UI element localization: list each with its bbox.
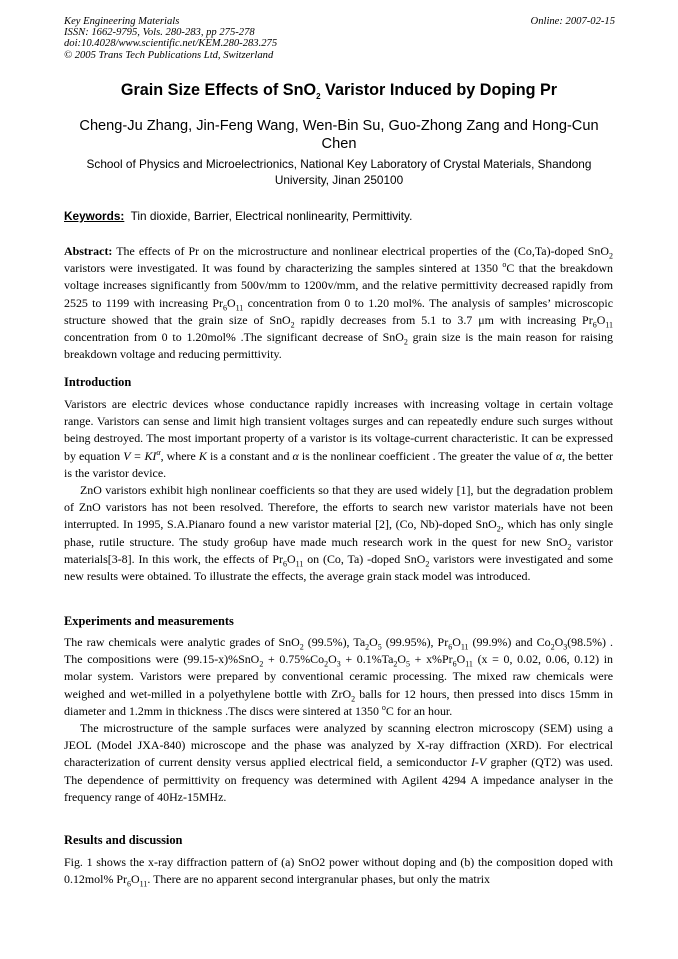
abstract-label: Abstract: (64, 244, 113, 258)
affiliation: School of Physics and Microelectrionics, National Key Laboratory of Crystal Materials, Shandong University, Jinan 250100 (86, 157, 592, 187)
section-heading-results: Results and discussion (64, 833, 183, 847)
keywords-label: Keywords: (64, 209, 125, 223)
intro-paragraph-2: ZnO varistors exhibit high nonlinear coefficients so that they are used widely [1], but the degradation problem of ZnO varistors has not been resolved. Therefore, the efforts to search new varistor materials have not been interrupted. In 1995, S.A.Pianaro found a new varistor material [2], (Co, Nb)-doped SnO$_2$, which has only single phase, rutile structure. The study gro6up have made much research work in the quest for new SnO$_2$ varistor materials[3-8]. In this work, the effects of $Pr_6O_{11}$ on (Co, Ta) -doped SnO$_2$ varistors were investigated and some new results were obtained. To illustrate the effects, the average grain stack model was introduced. (64, 483, 614, 584)
results-body (64, 854, 613, 888)
doi-line: doi:10.4028/www.scientific.net/KEM.280-283.275 (64, 38, 278, 50)
issn-line: ISSN: 1662-9795, Vols. 280-283, pp 275-278 (64, 27, 255, 39)
copyright-line: © 2005 Trans Tech Publications Ltd, Switzerland (64, 49, 274, 61)
exp-paragraph-1: The raw chemicals were analytic grades of SnO$_2$ (99.5%), $Ta_2O_5$ (99.95%), $Pr_6O_{11}$ (99.9%) and $Co_2O_3(98.5\%)$ . The compositions were $(99.15-x)\%SnO_2 + 0.75\%Co_2O_3 + 0.1\%Ta_2O_5 + x\%Pr_6O_{11}$ (x = 0, 0.02, 0.06, 0.12) in molar system. Varistors were prepared by conventional ceramic processing. The mixed raw chemicals were weighed and wet-milled in a polyethylene bottle with ZrO$_2$ balls for 12 hours, then pressed into discs 15mm in diameter and 1.2mm in thickness .The discs were sintered at 1350 $^o$C for an hour. (64, 635, 614, 718)
intro-paragraph-1: Varistors are electric devices whose conductance rapidly increases with increasing voltage in certain voltage range. Varistors can sense and limit high transient voltages surges and can repeatedly endure such surges without being destroyed. The most important property of a varistor is its voltage-current characteristic. It can be expressed by equation $V = KI^\alpha$, where K is a constant and α is the nonlinear coefficient . The greater the value of α, the better is the varistor device. (64, 397, 614, 480)
section-heading-experiments: Experiments and measurements (64, 614, 234, 628)
keywords-text: Tin dioxide, Barrier, Electrical nonlinearity, Permittivity. (130, 209, 413, 223)
journal-header (64, 16, 615, 61)
paper-title: Grain Size Effects of SnO$_2$ Varistor Induced by Doping Pr (120, 81, 558, 102)
journal-name: Key Engineering Materials (64, 16, 180, 27)
section-heading-introduction: Introduction (64, 375, 132, 389)
author-list: Cheng-Ju Zhang, Jin-Feng Wang, Wen-Bin Su, Guo-Zhong Zang and Hong-Cun Chen (79, 118, 599, 152)
abstract: Abstract: The effects of Pr on the microstructure and nonlinear electrical properties of the (Co,Ta)-doped SnO$_2$ varistors were investigated. It was found by characterizing the samples sintered at 1350 $^o$C that the breakdown voltage increases significantly from 500v/mm to 1200v/mm, and the relative permittivity decreased rapidly from 2525 to 1199 with increasing $Pr_6O_{11}$ concentration from 0 to 1.20 mol%. The analysis of samples’ microscopic structure showed that the grain size of SnO$_2$ rapidly decreases from 5.1 to 3.7 μm with increasing $Pr_6O_{11}$ concentration from 0 to 1.20mol% .The significant decrease of SnO$_2$ grain size is the main reason for raising breakdown voltage and reducing permittivity. (64, 244, 614, 362)
online-date: Online: 2007-02-15 (530, 16, 615, 27)
results-paragraph-1: Fig. 1 shows the x-ray diffraction pattern of (a) SnO2 power without doping and (b) the composition doped with 0.12mol% $Pr_6O_{11}$. There are no apparent second intergranular phases, but only the matrix (64, 855, 613, 889)
experiments-body (64, 634, 613, 806)
keywords (64, 209, 624, 224)
exp-paragraph-2: The microstructure of the sample surfaces were analyzed by scanning electron microscopy (SEM) using a JEOL (Model JXA-840) microscope and the phase was analyzed by X-ray diffraction (XRD). For electrical characterization of current density versus applied electrical field, a semiconductor I-V grapher (QT2) was used. The dependence of permittivity on frequency was determined with Agilent 4294 A impedance analyser in the frequency range of 40Hz-15MHz. (64, 721, 613, 804)
introduction-body (64, 396, 613, 585)
